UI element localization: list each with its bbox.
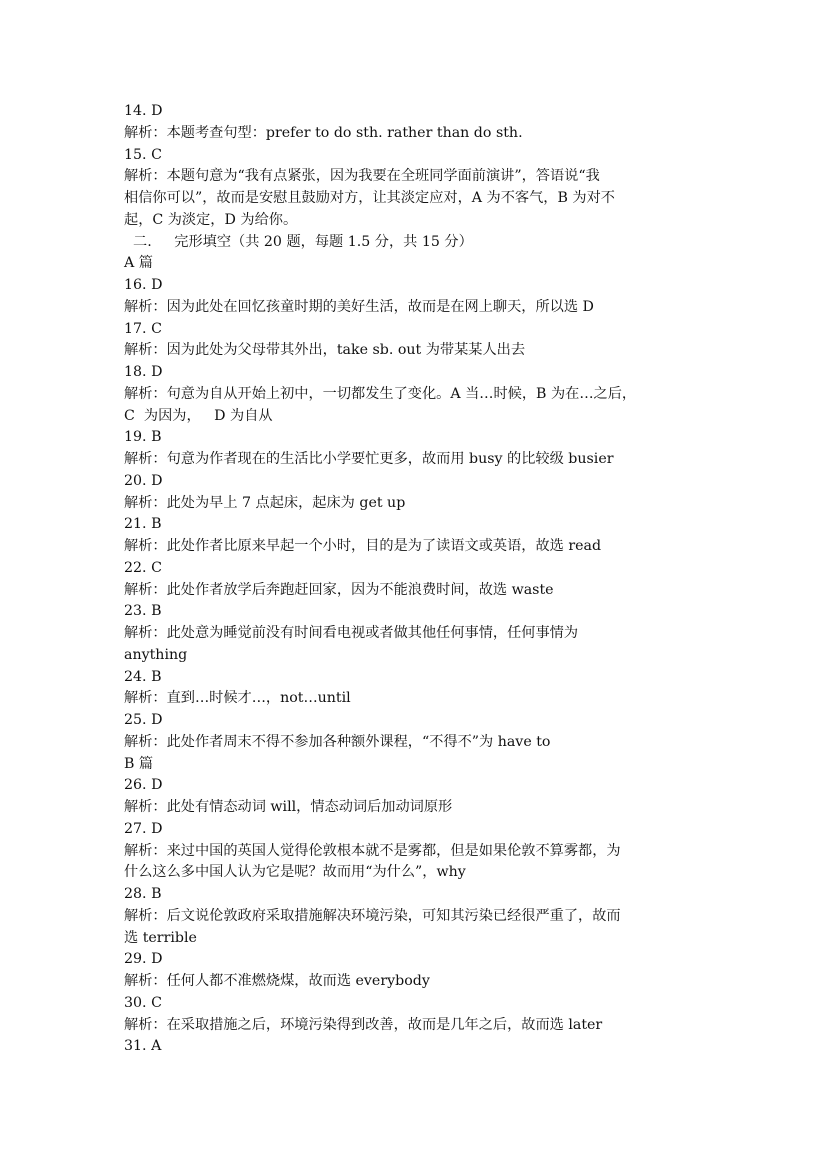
answer-line: 20. D bbox=[124, 472, 163, 489]
answer-line: 31. A bbox=[124, 1038, 162, 1055]
explanation-line: 解析：本题考查句型：prefer to do sth. rather than do sth. bbox=[124, 124, 523, 141]
answer-line: 30. C bbox=[124, 994, 162, 1011]
answer-line: 26. D bbox=[124, 777, 163, 794]
answer-line: 15. C bbox=[124, 146, 162, 163]
answer-line: 17. C bbox=[124, 320, 162, 337]
answer-line: 27. D bbox=[124, 820, 163, 837]
explanation-line: 解析：后文说伦敦政府采取措施解决环境污染，可知其污染已经很严重了，故而 bbox=[124, 907, 621, 924]
answer-key-text bbox=[124, 101, 709, 1058]
explanation-line: 解析：在采取措施之后，环境污染得到改善，故而是几年之后，故而选 later bbox=[124, 1016, 603, 1033]
explanation-line: 解析：直到…时候才…，not…until bbox=[124, 690, 351, 707]
explanation-line: 解析：此处作者比原来早起一个小时，目的是为了读语文或英语，故选 read bbox=[124, 538, 602, 554]
explanation-line: 解析：此处作者放学后奔跑赶回家，因为不能浪费时间，故选 waste bbox=[124, 581, 554, 598]
explanation-line: 解析：此处作者周末不得不参加各种额外课程，“不得不”为 have to bbox=[124, 733, 551, 750]
answer-line: 22. C bbox=[124, 559, 162, 576]
passage-label: B 篇 bbox=[124, 755, 154, 772]
answer-line: 25. D bbox=[124, 712, 163, 728]
answer-line: 16. D bbox=[124, 277, 163, 293]
explanation-line: 解析：因为此处在回忆孩童时期的美好生活，故而是在网上聊天，所以选 D bbox=[124, 298, 594, 315]
explanation-line: 什么这么多中国人认为它是呢？故而用“为什么”，why bbox=[124, 864, 466, 881]
explanation-line: 解析：任何人都不准燃烧煤，故而选 everybody bbox=[124, 973, 430, 989]
explanation-line: 解析：此处为早上 7 点起床，起床为 get up bbox=[124, 494, 406, 511]
answer-line: 29. D bbox=[124, 951, 163, 968]
explanation-line: anything bbox=[124, 646, 188, 663]
explanation-line: 解析：本题句意为“我有点紧张，因为我要在全班同学面前演讲”，答语说“我 bbox=[124, 168, 600, 185]
explanation-line: C 为因为， D 为自从 bbox=[124, 407, 273, 424]
answer-line: 21. B bbox=[124, 516, 162, 533]
explanation-line: 解析：句意为自从开始上初中，一切都发生了变化。A 当…时候，B 为在…之后， bbox=[124, 385, 637, 402]
explanation-line: 解析：因为此处为父母带其外出，take sb. out 为带某某人出去 bbox=[124, 342, 526, 359]
explanation-line: 起，C 为淡定，D 为给你。 bbox=[124, 211, 298, 228]
explanation-line: 解析：句意为作者现在的生活比小学要忙更多，故而用 busy 的比较级 busier bbox=[124, 451, 614, 467]
answer-line: 18. D bbox=[124, 364, 163, 380]
answer-line: 14. D bbox=[124, 103, 163, 119]
answer-line: 19. B bbox=[124, 429, 162, 446]
explanation-line: 解析：此处有情态动词 will，情态动词后加动词原形 bbox=[124, 799, 453, 815]
answer-line: 23. B bbox=[124, 603, 162, 620]
answer-line: 28. B bbox=[124, 886, 162, 902]
explanation-line: 选 terrible bbox=[124, 929, 197, 946]
answer-line: 24. B bbox=[124, 668, 162, 685]
explanation-line: 解析：来过中国的英国人觉得伦敦根本就不是雾都，但是如果伦敦不算雾都，为 bbox=[124, 842, 621, 859]
passage-label: A 篇 bbox=[124, 255, 153, 272]
explanation-line: 解析：此处意为睡觉前没有时间看电视或者做其他任何事情，任何事情为 bbox=[124, 625, 579, 641]
explanation-line: 相信你可以”，故而是安慰且鼓励对方，让其淡定应对，A 为不客气，B 为对不 bbox=[124, 190, 615, 206]
section-heading: 二. 完形填空（共 20 题，每题 1.5 分，共 15 分） bbox=[124, 233, 473, 250]
